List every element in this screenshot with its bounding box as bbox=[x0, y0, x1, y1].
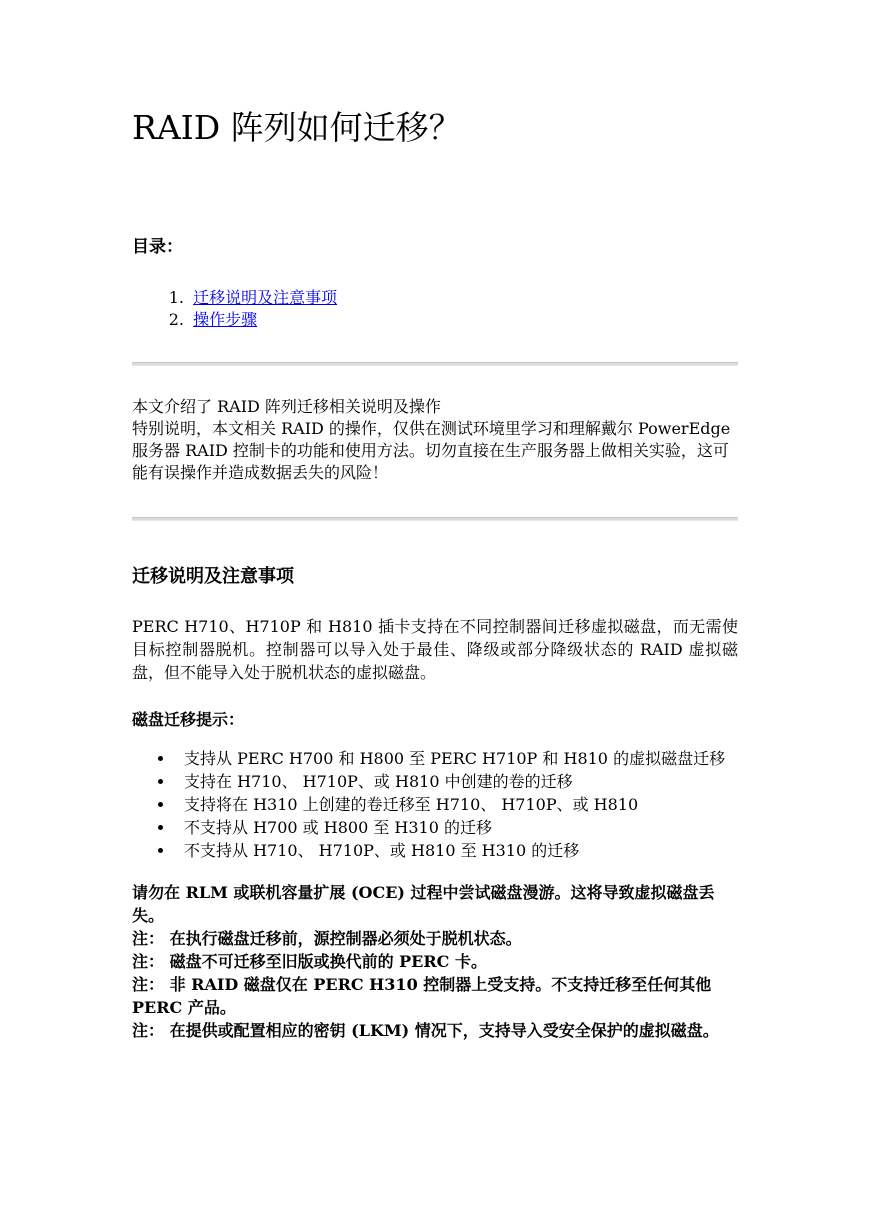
page-title: RAID 阵列如何迁移？ bbox=[132, 108, 462, 147]
toc-heading: 目录： bbox=[132, 237, 183, 257]
section-heading: 迁移说明及注意事项 bbox=[132, 566, 294, 587]
table-of-contents bbox=[132, 287, 337, 331]
toc-item bbox=[132, 309, 337, 331]
list-item bbox=[132, 770, 725, 793]
list-item bbox=[132, 839, 725, 862]
tips-heading: 磁盘迁移提示： bbox=[132, 710, 245, 729]
intro-line: 特别说明，本文相关 RAID 的操作，仅供在测试环境里学习和理解戴尔 PowerEdge 服务器 RAID 控制卡的功能和使用方法。切勿直接在生产服务器上做相关实验，这可能有误操作并造成数据丢失的风险！ bbox=[132, 419, 731, 482]
section-paragraph: PERC H710、H710P 和 H810 插卡支持在不同控制器间迁移虚拟磁盘，而无需使目标控制器脱机。控制器可以导入处于最佳、降级或部分降级状态的 RAID 虚拟磁盘，但不能导入处于脱机状态的虚拟磁盘。 bbox=[132, 617, 738, 682]
tips-list bbox=[132, 747, 725, 862]
list-item-text: 不支持从 H700 或 H800 至 H310 的迁移 bbox=[184, 818, 492, 837]
toc-item bbox=[132, 287, 337, 309]
horizontal-rule bbox=[132, 362, 738, 366]
bullet-icon bbox=[158, 779, 163, 784]
intro-line: 本文介绍了 RAID 阵列迁移相关说明及操作 bbox=[132, 397, 441, 416]
bullet-icon bbox=[158, 848, 163, 853]
note-line: 注： 非 RAID 磁盘仅在 PERC H310 控制器上受支持。不支持迁移至任何其他 PERC 产品。 bbox=[132, 975, 712, 1017]
list-item-text: 不支持从 H710、 H710P、或 H810 至 H310 的迁移 bbox=[184, 841, 580, 860]
list-item-text: 支持在 H710、 H710P、或 H810 中创建的卷的迁移 bbox=[184, 772, 573, 791]
note-line: 注： 磁盘不可迁移至旧版或换代前的 PERC 卡。 bbox=[132, 952, 487, 971]
note-line: 注： 在执行磁盘迁移前，源控制器必须处于脱机状态。 bbox=[132, 929, 522, 948]
bullet-icon bbox=[158, 756, 163, 761]
toc-link-steps[interactable]: 操作步骤 bbox=[193, 310, 258, 329]
bullet-icon bbox=[158, 802, 163, 807]
list-item bbox=[132, 816, 725, 839]
toc-item-number: 2. bbox=[168, 310, 184, 329]
notes-block bbox=[132, 881, 738, 1042]
list-item bbox=[132, 793, 725, 816]
bullet-icon bbox=[158, 825, 163, 830]
warning-note: 请勿在 RLM 或联机容量扩展 (OCE) 过程中尝试磁盘漫游。这将导致虚拟磁盘丢失。 bbox=[132, 883, 715, 925]
horizontal-rule bbox=[132, 517, 738, 521]
note-line: 注： 在提供或配置相应的密钥 (LKM) 情况下，支持导入受安全保护的虚拟磁盘。 bbox=[132, 1021, 719, 1040]
list-item-text: 支持从 PERC H700 和 H800 至 PERC H710P 和 H810 的虚拟磁盘迁移 bbox=[184, 749, 726, 768]
list-item-text: 支持将在 H310 上创建的卷迁移至 H710、 H710P、或 H810 bbox=[184, 795, 639, 814]
toc-link-migration-notes[interactable]: 迁移说明及注意事项 bbox=[193, 288, 338, 307]
list-item bbox=[132, 747, 725, 770]
toc-item-number: 1. bbox=[168, 288, 184, 307]
intro-text bbox=[132, 396, 738, 484]
